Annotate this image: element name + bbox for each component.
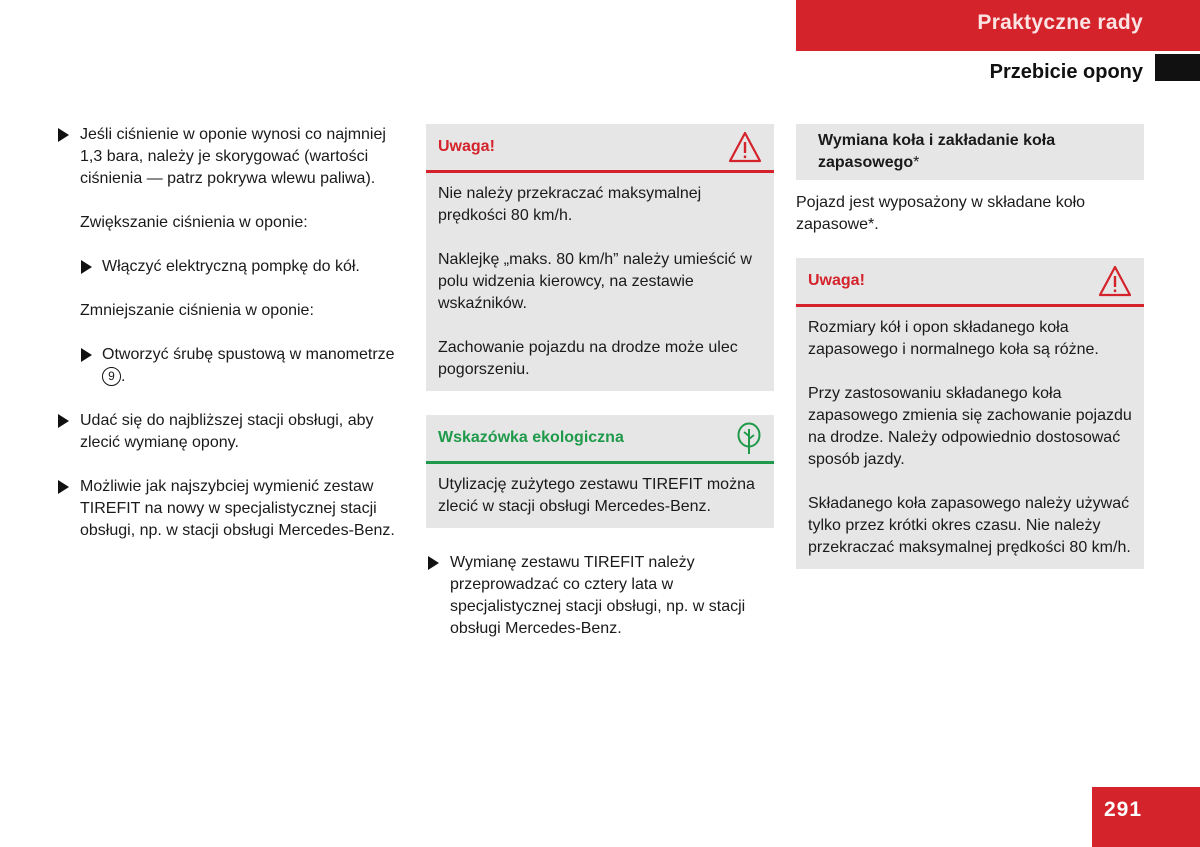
eco-tip-box <box>426 415 774 528</box>
heading-asterisk: * <box>913 154 920 171</box>
paragraph: Zmniejszanie ciśnienia w oponie: <box>80 302 314 319</box>
paragraph: Nie należy przekraczać maksymalnej prędkości 80 km/h. <box>438 185 702 224</box>
section-tab-marker <box>1155 54 1200 81</box>
section-title: Praktyczne rady <box>977 11 1143 34</box>
subsection-title: Przebicie opony <box>989 61 1143 83</box>
warning-box <box>796 258 1144 569</box>
paragraph: Zwiększanie ciśnienia w oponie: <box>80 214 308 231</box>
bullet-text: Jeśli ciśnienie w oponie wynosi co najmniej 1,3 bara, należy je skorygować (wartości ciśnienia — patrz pokrywa wlewu paliwa). <box>80 126 386 187</box>
list-item <box>56 256 412 278</box>
warning-title: Uwaga! <box>438 138 495 155</box>
bullet-text: Włączyć elektryczną pompkę do kół. <box>102 258 360 275</box>
eco-tip-body <box>426 464 774 528</box>
triangle-bullet-icon <box>58 128 69 142</box>
list-item <box>56 344 412 388</box>
warning-triangle-icon <box>1098 265 1132 304</box>
triangle-bullet-icon <box>428 556 439 570</box>
column-right <box>796 124 1144 593</box>
warning-title: Uwaga! <box>808 272 865 289</box>
paragraph: Składanego koła zapasowego należy używać tylko przez krótki okres czasu. Nie należy przekraczać maksymalnej prędkości 80 km/h. <box>808 495 1131 556</box>
page-number-box <box>1092 787 1200 847</box>
bullet-text: Otworzyć śrubę spustową w manometrze <box>102 346 395 363</box>
triangle-bullet-icon <box>81 260 92 274</box>
column-middle <box>426 124 774 662</box>
list-item <box>56 124 412 190</box>
eco-tip-title: Wskazówka ekologiczna <box>438 429 624 446</box>
heading-text: Wymiana koła i zakładanie koła zapasowego <box>818 132 1056 171</box>
paragraph: Przy zastosowaniu składanego koła zapasowego zmienia się zachowanie pojazdu na drodze. Należy odpowiednio dostosować sposób jazdy. <box>808 385 1132 468</box>
section-heading <box>796 124 1144 180</box>
triangle-bullet-icon <box>58 480 69 494</box>
bullet-text: Wymianę zestawu TIREFIT należy przeprowadzać co cztery lata w specjalistycznej stacji obsługi, np. w stacji obsługi Mercedes-Benz. <box>450 554 746 637</box>
list-item <box>56 476 412 542</box>
page-number: 291 <box>1104 798 1143 821</box>
paragraph: Zachowanie pojazdu na drodze może ulec pogorszeniu. <box>438 339 738 378</box>
callout-number: 9 <box>102 367 121 386</box>
eco-tip-header <box>426 415 774 464</box>
triangle-bullet-icon <box>58 414 69 428</box>
warning-box <box>426 124 774 391</box>
warning-box-body <box>426 173 774 391</box>
warning-box-header <box>796 258 1144 307</box>
tree-icon <box>736 422 762 463</box>
bullet-text-end: . <box>121 368 126 385</box>
triangle-bullet-icon <box>81 348 92 362</box>
warning-box-header <box>426 124 774 173</box>
warning-triangle-icon <box>728 131 762 170</box>
section-header-band <box>796 0 1200 51</box>
list-item <box>426 552 774 640</box>
column-left <box>56 124 412 564</box>
paragraph: Naklejkę „maks. 80 km/h” należy umieścić w polu widzenia kierowcy, na zestawie wskaźników. <box>438 251 752 312</box>
list-item <box>56 410 412 454</box>
warning-box-body <box>796 307 1144 569</box>
bullet-text: Możliwie jak najszybciej wymienić zestaw TIREFIT na nowy w specjalistycznej stacji obsługi, np. w stacji obsługi Mercedes-Benz. <box>80 478 395 539</box>
bullet-text: Udać się do najbliższej stacji obsługi, aby zlecić wymianę opony. <box>80 412 374 451</box>
paragraph: Utylizację zużytego zestawu TIREFIT można zlecić w stacji obsługi Mercedes-Benz. <box>438 476 755 515</box>
paragraph: Pojazd jest wyposażony w składane koło zapasowe*. <box>796 194 1086 233</box>
paragraph: Rozmiary kół i opon składanego koła zapasowego i normalnego koła są różne. <box>808 319 1099 358</box>
